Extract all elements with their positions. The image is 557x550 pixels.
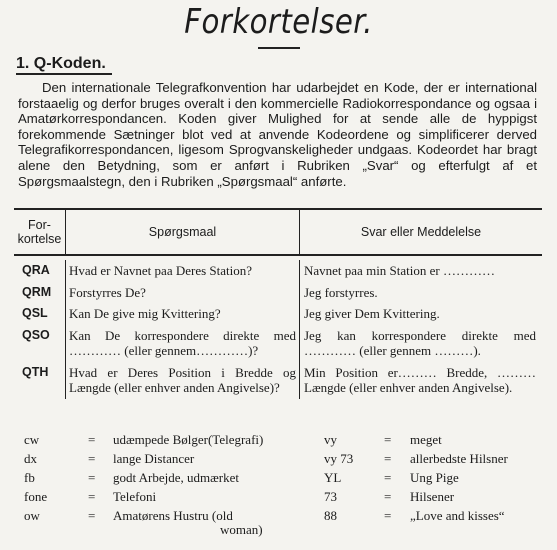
header-question: Spørgsmaal: [66, 210, 300, 254]
row-code: QTH: [14, 362, 66, 399]
row-answer: Min Position er……… Bredde, ……… Længde (eller enhver anden Angivelse).: [304, 364, 536, 395]
table-row: [14, 256, 542, 282]
abbr-meaning: godt Arbejde, udmærket: [113, 470, 240, 485]
equals-sign: =: [384, 508, 392, 523]
row-answer: Jeg forstyrres.: [304, 284, 378, 300]
header-answer: Svar eller Meddelelse: [360, 225, 482, 239]
row-question: Forstyrres De?: [66, 282, 300, 304]
header-code-line1: For-: [28, 218, 51, 232]
table-row: [14, 362, 542, 403]
equals-sign: =: [88, 451, 96, 466]
list-item: [0, 451, 557, 470]
row-question: Hvad er Navnet paa Deres Station?: [66, 260, 300, 282]
abbr-code: vy: [324, 432, 337, 447]
abbr-meaning: allerbedste Hilsner: [410, 451, 508, 466]
list-item: [0, 489, 557, 508]
row-code: QRA: [14, 260, 66, 282]
row-question: Kan De give mig Kvittering?: [66, 303, 300, 325]
list-item: [0, 508, 557, 527]
table-row: [14, 325, 542, 362]
abbr-code: 88: [324, 508, 337, 523]
row-code: QSL: [14, 303, 66, 325]
header-code: [14, 210, 66, 254]
abbr-code: 73: [324, 489, 337, 504]
abbr-code: fone: [24, 489, 48, 504]
abbr-code: dx: [24, 451, 37, 466]
equals-sign: =: [384, 432, 392, 447]
row-answer: Jeg kan korrespondere direkte med ………… (eller gennem ………).: [304, 327, 536, 358]
equals-sign: =: [88, 432, 96, 447]
equals-sign: =: [88, 489, 96, 504]
abbr-meaning: „Love and kisses“: [410, 508, 505, 523]
equals-sign: =: [384, 470, 392, 485]
abbr-code: cw: [24, 432, 40, 447]
abbr-code: fb: [24, 470, 35, 485]
equals-sign: =: [88, 508, 96, 523]
intro-paragraph: Den internationale Telegrafkonvention har udarbejdet en Kode, der er international forstaaelig og derfor bruges overalt i den kommercielle Radiokorrespondance og ogsaa i Amatørkorrespondancen. Koden giver Mulighed for at sende alle de hyppigst forekommende Sætninger blot ved at anvende Kodeordene og simplificerer derved Telegrafikorrespondancen, ligesom Sprogvanskeligheder undgaas. Kodeordet har bragt alene den Betydning, som er anført i Rubriken „Svar“ og efterfulgt af et Spørgsmaalstegn, den i Rubriken „Spørgsmaal“ anførte.: [18, 80, 537, 189]
list-item: [0, 432, 557, 451]
section-heading: 1. Q-Koden.: [16, 55, 106, 72]
abbr-meaning: meget: [410, 432, 442, 447]
equals-sign: =: [88, 470, 96, 485]
table-header: [14, 210, 542, 256]
abbr-code: YL: [324, 470, 342, 485]
abbr-meaning: Ung Pige: [410, 470, 459, 485]
row-answer: Jeg giver Dem Kvittering.: [304, 306, 440, 321]
abbr-code: vy 73: [324, 451, 354, 466]
row-code: QRM: [14, 282, 66, 304]
row-answer: Navnet paa min Station er …………: [304, 263, 495, 278]
table-row: [14, 303, 542, 325]
section-underline: [16, 73, 112, 75]
row-question: Hvad er Deres Position i Bredde og Længde (eller enhver anden Angivelse)?: [66, 362, 300, 399]
abbr-meaning: lange Distancer: [113, 451, 195, 466]
abbr-meaning: Amatørens Hustru (old: [113, 508, 233, 523]
abbreviation-list: [0, 432, 557, 527]
abbr-meaning: Hilsener: [410, 489, 455, 504]
row-question: Kan De korrespondere direkte med ………… (eller gennem…………)?: [66, 325, 300, 362]
row-code: QSO: [14, 325, 66, 362]
abbr-code: ow: [24, 508, 40, 523]
title-underline: [258, 47, 300, 49]
list-item: [0, 470, 557, 489]
abbr-meaning-continuation: woman): [220, 522, 263, 537]
abbr-meaning: udæmpede Bølger(Telegrafi): [113, 432, 264, 447]
header-code-line2: kortelse: [17, 232, 62, 246]
abbr-meaning: Telefoni: [113, 489, 157, 504]
page-title: Forkortelser.: [184, 2, 373, 42]
equals-sign: =: [384, 489, 392, 504]
equals-sign: =: [384, 451, 392, 466]
q-code-table: [14, 208, 542, 403]
table-row: [14, 282, 542, 304]
